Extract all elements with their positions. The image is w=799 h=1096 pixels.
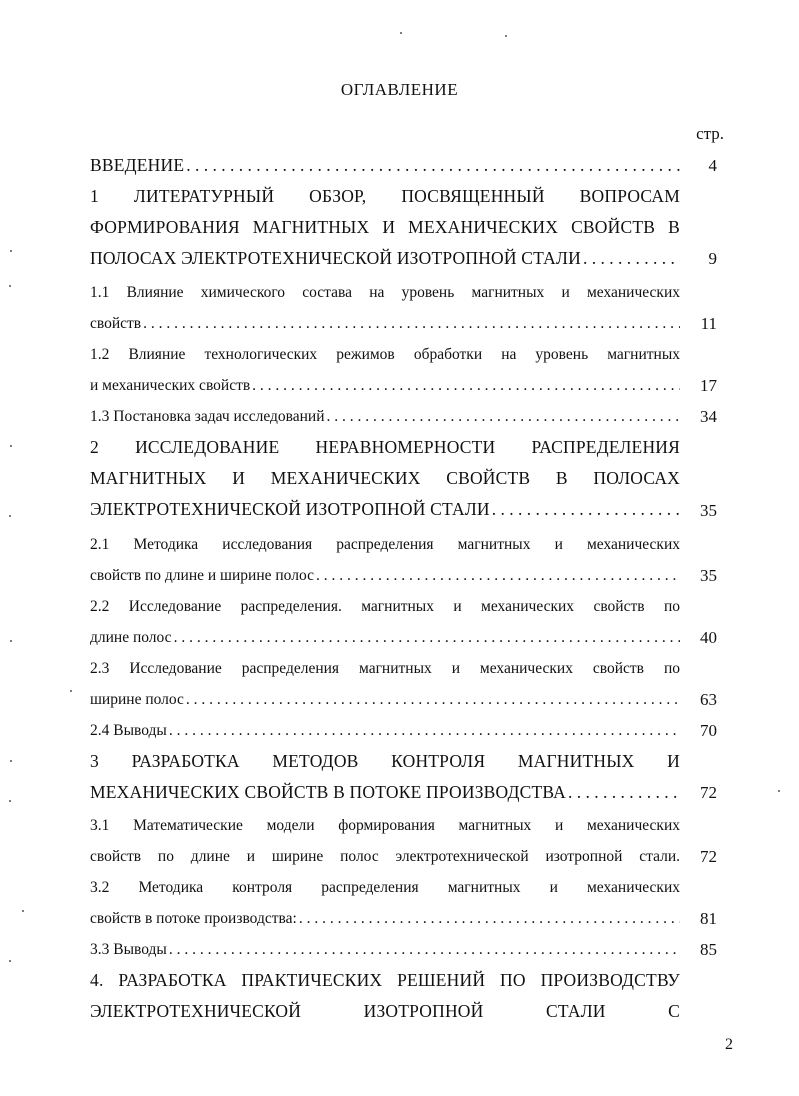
- toc-entry-text: 4. РАЗРАБОТКА ПРАКТИЧЕСКИХ РЕШЕНИЙ ПО ПРОИЗВОДСТВУ: [90, 970, 680, 990]
- dot-leader: [299, 903, 680, 934]
- toc-entry-section-2-3[interactable]: [90, 653, 680, 715]
- toc-entry-text: 2.1 Методика исследования распределения магнитных и механических: [90, 536, 680, 553]
- toc-entry-text: и механических свойств: [90, 377, 251, 394]
- page-column-label: стр.: [696, 124, 724, 143]
- toc-entry-chapter-2[interactable]: [90, 432, 680, 525]
- toc-entry-text: ВВЕДЕНИЕ: [90, 155, 185, 175]
- toc-entry-text: 3.3 Выводы: [90, 941, 167, 958]
- toc-page-number: 40: [700, 628, 717, 647]
- scan-speck: [10, 760, 12, 762]
- scan-speck: [9, 800, 11, 802]
- toc-entry-text: свойств: [90, 315, 142, 332]
- scan-speck: [70, 690, 72, 692]
- toc-entry-section-3-3[interactable]: [90, 934, 680, 965]
- toc-entry-text: 1.3 Постановка задач исследований: [90, 408, 325, 425]
- scan-speck: [778, 790, 780, 792]
- dot-leader: [492, 494, 680, 525]
- toc-page-number: 4: [708, 156, 717, 175]
- toc-entry-section-3-2[interactable]: [90, 872, 680, 934]
- toc-entry-text: 1.1 Влияние химического состава на уровень магнитных и механических: [90, 284, 680, 301]
- dot-leader: [568, 777, 680, 808]
- toc-entry-section-1-2[interactable]: [90, 339, 680, 401]
- scan-speck: [9, 285, 11, 287]
- toc-entry-text: свойств по длине и ширине полос: [90, 567, 314, 584]
- toc-entry-text: ЭЛЕКТРОТЕХНИЧЕСКОЙ ИЗОТРОПНОЙ СТАЛИ С: [90, 1001, 680, 1021]
- toc-page-number: 11: [700, 314, 717, 333]
- toc-entry-text: ПОЛОСАХ ЭЛЕКТРОТЕХНИЧЕСКОЙ ИЗОТРОПНОЙ СТАЛИ: [90, 248, 581, 268]
- toc-page-number: 70: [700, 721, 717, 740]
- toc-entry-text: свойств в потоке производства:: [90, 910, 297, 927]
- toc-entry-section-2-4[interactable]: [90, 715, 680, 746]
- toc-page-number: 81: [700, 909, 717, 928]
- dot-leader: [169, 934, 680, 965]
- dot-leader: [327, 401, 680, 432]
- dot-leader: [583, 243, 680, 274]
- scan-speck: [9, 960, 11, 962]
- toc-page-number: 34: [700, 407, 717, 426]
- toc-page-number: 35: [700, 566, 717, 585]
- scan-speck: [10, 250, 12, 252]
- toc-entry-text: МАГНИТНЫХ И МЕХАНИЧЕСКИХ СВОЙСТВ В ПОЛОСАХ: [90, 468, 680, 488]
- toc-page-number: 9: [708, 249, 717, 268]
- toc-entry-section-1-3[interactable]: [90, 401, 680, 432]
- dot-leader: [186, 684, 680, 715]
- toc-entry-text: 3 РАЗРАБОТКА МЕТОДОВ КОНТРОЛЯ МАГНИТНЫХ И: [90, 751, 680, 771]
- dot-leader: [174, 622, 680, 653]
- scan-speck: [10, 640, 12, 642]
- toc-entry-section-1-1[interactable]: [90, 277, 680, 339]
- toc-entry-text: свойств по длине и ширине полос электротехнической изотропной стали.: [90, 848, 680, 865]
- toc-entry-text: МЕХАНИЧЕСКИХ СВОЙСТВ В ПОТОКЕ ПРОИЗВОДСТВА: [90, 782, 567, 802]
- scan-speck: [10, 445, 12, 447]
- toc-page-number: 35: [700, 501, 717, 520]
- scan-speck: [9, 515, 11, 517]
- toc-entry-chapter-1[interactable]: [90, 181, 680, 274]
- dot-leader: [316, 560, 680, 591]
- toc-page-number: 72: [700, 847, 717, 866]
- footer-page-number: 2: [725, 1036, 733, 1053]
- toc-entry-chapter-3[interactable]: [90, 746, 680, 808]
- toc-page-number: 63: [700, 690, 717, 709]
- toc-entry-text: 1.2 Влияние технологических режимов обработки на уровень магнитных: [90, 346, 680, 363]
- toc-entry-text: 2 ИССЛЕДОВАНИЕ НЕРАВНОМЕРНОСТИ РАСПРЕДЕЛЕНИЯ: [90, 437, 680, 457]
- toc-page-number: 17: [700, 376, 717, 395]
- toc-entry-text: 3.2 Методика контроля распределения магнитных и механических: [90, 879, 680, 896]
- dot-leader: [143, 308, 680, 339]
- toc-entry-text: 2.2 Исследование распределения. магнитных и механических свойств по: [90, 598, 680, 615]
- scan-speck: [22, 910, 24, 912]
- scan-speck: [505, 35, 507, 37]
- toc-page-number: 85: [700, 940, 717, 959]
- toc-entry-section-3-1[interactable]: [90, 810, 680, 872]
- toc-entry-text: ЭЛЕКТРОТЕХНИЧЕСКОЙ ИЗОТРОПНОЙ СТАЛИ: [90, 499, 490, 519]
- toc-entry-introduction[interactable]: [90, 150, 680, 181]
- toc-entry-section-2-2[interactable]: [90, 591, 680, 653]
- toc-entry-text: 2.4 Выводы: [90, 722, 167, 739]
- toc-entry-text: ФОРМИРОВАНИЯ МАГНИТНЫХ И МЕХАНИЧЕСКИХ СВОЙСТВ В: [90, 217, 680, 237]
- dot-leader: [252, 370, 680, 401]
- toc-entry-text: длине полос: [90, 629, 172, 646]
- dot-leader: [169, 715, 680, 746]
- toc-entry-text: 1 ЛИТЕРАТУРНЫЙ ОБЗОР, ПОСВЯЩЕННЫЙ ВОПРОСАМ: [90, 186, 680, 206]
- dot-leader: [186, 150, 680, 181]
- page-title: ОГЛАВЛЕНИЕ: [340, 80, 459, 99]
- toc-entry-chapter-4[interactable]: [90, 965, 680, 1027]
- toc-entry-section-2-1[interactable]: [90, 529, 680, 591]
- toc-entry-text: ширине полос: [90, 691, 184, 708]
- toc-page-number: 72: [700, 783, 717, 802]
- toc-entry-text: 2.3 Исследование распределения магнитных и механических свойств по: [90, 660, 680, 677]
- toc-entry-text: 3.1 Математические модели формирования магнитных и механических: [90, 817, 680, 834]
- scan-speck: [400, 32, 402, 34]
